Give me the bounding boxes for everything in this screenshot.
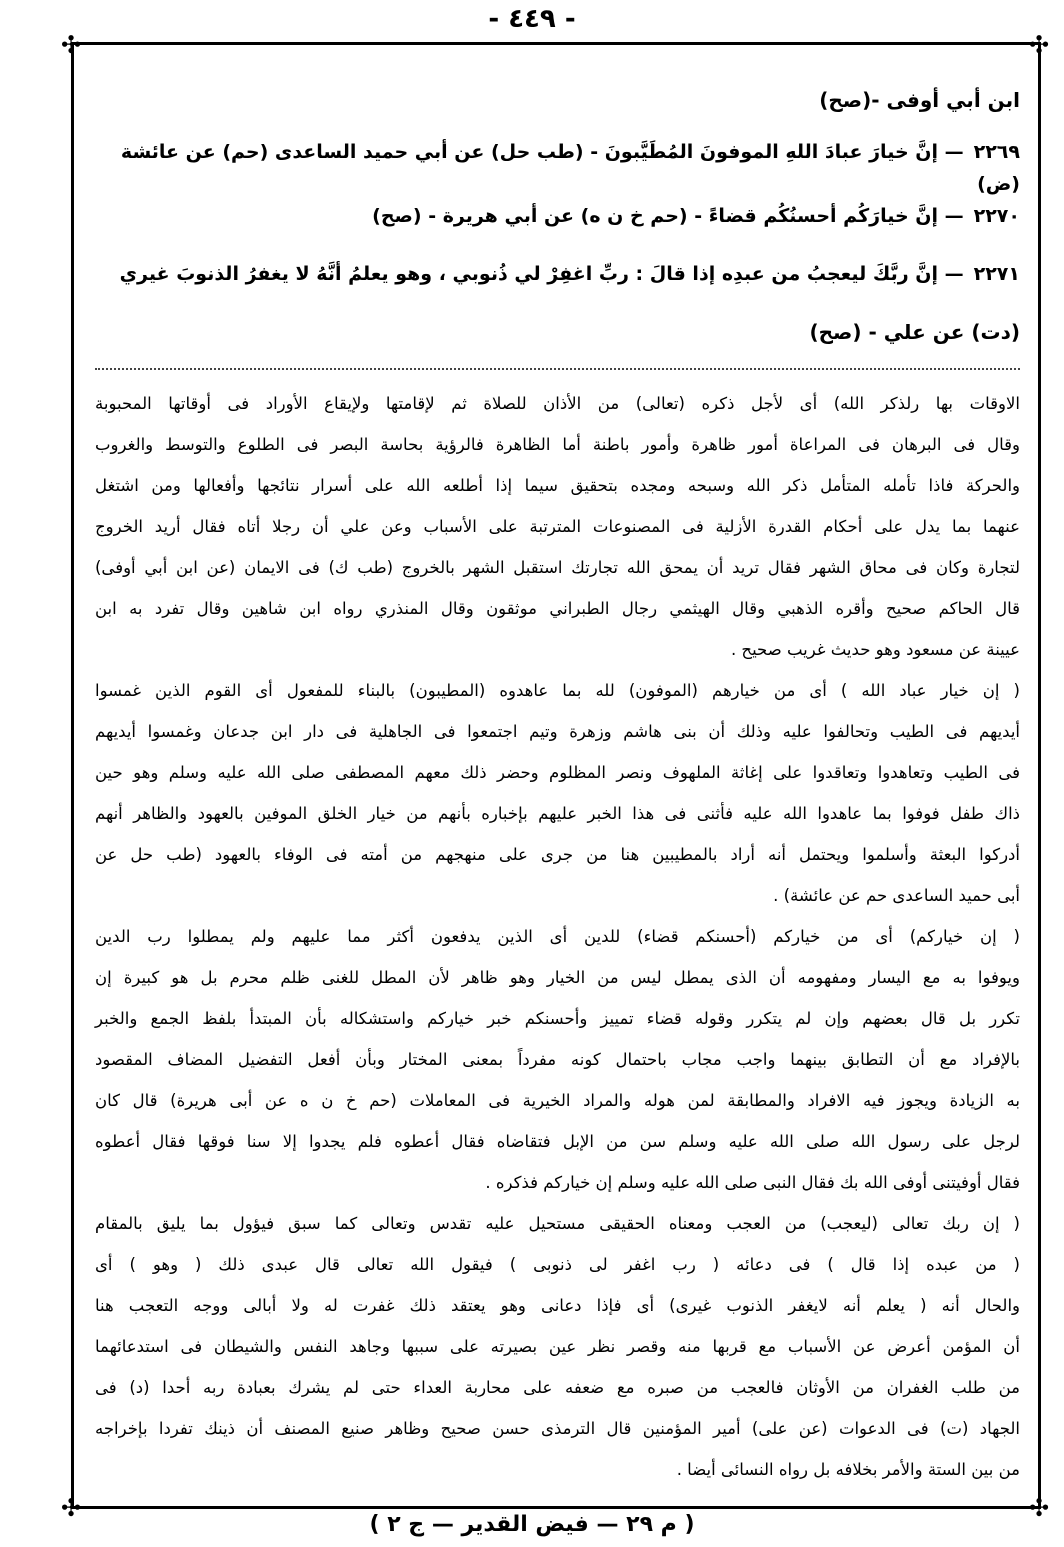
hadith-number: ٢٢٧٠ <box>973 205 1020 227</box>
commentary-line: ( إن خياركم) أى من خياركم (أحسنكم قضاء) للدين أى الذين يدفعون أكثر مما عليهم ولم يمطلوا رب الدين <box>95 927 1020 946</box>
hadith-2270 <box>90 200 1020 258</box>
commentary-line: ذاك طفل فوفوا بما عاهدوا الله عليه فأثنى فى هذا الخبر عليهم بإخباره بأنهم من خيار الخلق الموفين بالعهود والظاهر أنهم <box>95 804 1020 823</box>
commentary-line: ويوفوا به مع اليسار ومفهومه أن الذى يمطل ليس من الخيار وهو ظاهر لأن المطل للغنى ظلم محرم بل هو كبيرة إن <box>95 968 1020 987</box>
commentary-line: وقال فى البرهان فى المراعاة أمور ظاهرة وأمور باطنة أما الظاهرة فالرؤية بحاسة البصر فى الطلوع والتوسط والغروب <box>95 435 1020 454</box>
commentary-line: به الزيادة ويجوز فيه الافراد والمطابقة لمن هوله والمراد الخيرية فى المعاملات (حم خ ن ه عن أبى هريرة) قال كان <box>95 1091 1020 1110</box>
hadith-2269 <box>90 136 1020 200</box>
commentary-line: ( إن خيار عباد الله ) أى من خيارهم (الموفون) لله بما عاهدوه (المطيبون) بالبناء للمفعول أى القوم الذين غمسوا <box>95 681 1020 700</box>
commentary-line: ( من عبده إذا قال ) فى دعائه ( رب اغفر لى ذنوبى ) فيقول الله تعالى قال عبدى ذلك ( وهو ) أى <box>95 1255 1020 1274</box>
commentary-text <box>95 386 1020 1493</box>
corner-ornament-icon: ✣ <box>1028 31 1050 59</box>
commentary-line: قال الحاكم صحيح وأقره الذهبي وقال الهيثمي رجال الطبراني موثقون وقال المنذري رواه ابن شاهين وقال تفرد به ابن <box>95 599 1020 618</box>
hadith-text: — إنَّ ربَّكَ ليعجبُ من عبدِه إذا قالَ : ربِّ اغفِرْ لي ذُنوبي ، وهو يعلمُ أنَّهُ لا يغفرُ الذنوبَ غيري <box>119 263 964 285</box>
commentary-line: أيديهم فى الطيب وتحالفوا عليه وذلك أن بنى هاشم وزهرة وتيم اجتمعوا فى الجاهلية فى دار ابن جدعان وغمسوا أيديهم <box>95 722 1020 741</box>
commentary-line: بالإفراد مع أن التطابق بينهما واجب مجاب باحتمال كونه مفرداً بمعنى المختار وبأن أفعل التفضيل المضاف المقصود <box>95 1050 1020 1069</box>
hadith-number: ٢٢٦٩ <box>973 141 1020 163</box>
commentary-line: أدركوا البعثة وأسلموا ويحتمل أنه أراد بالمطيبين هنا من جرى على منهجهم من أمته فى الوفاء بالعهود (طب حل عن <box>95 845 1020 864</box>
commentary-line: عيينة عن مسعود وهو حديث غريب صحيح . <box>730 640 1020 659</box>
footer-signature: ( م ٢٩ — فيض القدير — ج ٢ ) <box>369 1512 695 1537</box>
corner-ornament-icon: ✣ <box>60 31 82 59</box>
commentary-line: لتجارة وكان فى محاق الشهر فقال تريد أن يمحق الله تجارتك استقبل الشهر بالخروج (طب ك) فى الايمان (عن ابن أبي أوفى) <box>95 558 1020 577</box>
commentary-line: فى الطيب وتعاهدوا وتعاقدوا على إغاثة الملهوف ونصر المظلوم وحضر ذلك معهم المصطفى صلى الله عليه وسلم وهو حين <box>95 763 1020 782</box>
commentary-line: تكرر بل قال بعضهم وإن لم يتكرر وقوله قضاء تمييز وأحسنكم خبر خياركم واستشكاله بأن المبتدأ بلفظ الجمع والخبر <box>95 1009 1020 1028</box>
commentary-line: لرجل على رسول الله صلى الله عليه وسلم سن من الإبل فتقاضاه فقال أعطوه فلم يجدوا إلا سنا فوقها فقال أعطوه <box>95 1132 1020 1151</box>
right-border <box>1038 42 1041 1509</box>
commentary-line: من بين الستة والأمر بخلافه بل رواه النسائى أيضا . <box>676 1460 1020 1479</box>
commentary-line: أن المؤمن أعرض عن الأسباب مع قربها منه وقصر نظر عين بصيرته على سببها وجاهد النفس والشيطان فى استدعائهما <box>95 1337 1020 1356</box>
page-number: - ٤٤٩ - <box>488 4 576 34</box>
commentary-line: فقال أوفيتنى أوفى الله بك فقال النبى صلى الله عليه وسلم إن خياركم فذكره . <box>485 1173 1020 1192</box>
left-border <box>71 42 74 1509</box>
section-divider <box>95 368 1020 370</box>
hadith-number: ٢٢٧١ <box>973 263 1020 285</box>
bottom-border <box>72 1506 1040 1509</box>
commentary-line: الجهاد (ت) فى الدعوات (عن على) أمير المؤمنين قال الترمذى حسن صحيح وظاهر صنيع المصنف أن ذينك تفردا بإخراجه <box>95 1419 1020 1438</box>
hadith-2271 <box>90 258 1020 316</box>
hadith-text: — إنَّ خيارَكُم أحسنُكُم قضاءً - (حم خ ن ه) عن أبي هريرة - (صح) <box>372 205 964 227</box>
hadith-text: — إنَّ خيارَ عبادَ اللهِ الموفونَ المُطَيَّبونَ - (طب حل) عن أبي حميد الساعدى (حم) عن عائشة (ض) <box>120 141 1020 195</box>
commentary-line: من طلب الغفران من الأوثان فالعجب من صبره مع ضعفه على محاربة العداء حتى لم يشرك بعبادة ربه أحدا (د) فى <box>95 1378 1020 1397</box>
hadith-section <box>90 84 1020 374</box>
commentary-line: أبى حميد الساعدى حم عن عائشة) . <box>773 886 1020 905</box>
continuation-line: ابن أبي أوفى -(صح) <box>819 88 1020 112</box>
corner-ornament-icon: ✣ <box>1028 1494 1050 1522</box>
commentary-line: الاوقات بها رلذكر الله) أى لأجل ذكره (تعالى) من الأذان للصلاة ثم لإقامتها ولإيقاع الأوراد فى أوقاتها المحبوبة <box>95 394 1020 413</box>
commentary-line: والحركة فاذا تأمله المتأمل ذكر الله وسبحه ومجده بتحقيق سيما إذا أطلعه الله على أسرار نتائجها وأفعالها ومن اشتغل <box>95 476 1020 495</box>
commentary-line: ( إن ربك تعالى (ليعجب) من العجب ومعناه الحقيقى مستحيل عليه تقدس وتعالى كما سبق فيؤول بما يليق بالمقام <box>95 1214 1020 1233</box>
corner-ornament-icon: ✣ <box>60 1494 82 1522</box>
commentary-line: والحال أنه ( يعلم أنه لايغفر الذنوب غيرى) أى فإذا دعانى وهو يعتقد ذلك غفرت له ولا أبالى ووجه التعجب هنا <box>95 1296 1020 1315</box>
hadith-source: (دت) عن علي - (صح) <box>809 320 1020 344</box>
commentary-line: عنهما بما يدل على أحكام القدرة الأزلية فى المصنوعات المترتبة على الأسباب وعن علي أن رجلا أتاه فقال أريد الخروج <box>95 517 1020 536</box>
top-border <box>72 42 1040 45</box>
